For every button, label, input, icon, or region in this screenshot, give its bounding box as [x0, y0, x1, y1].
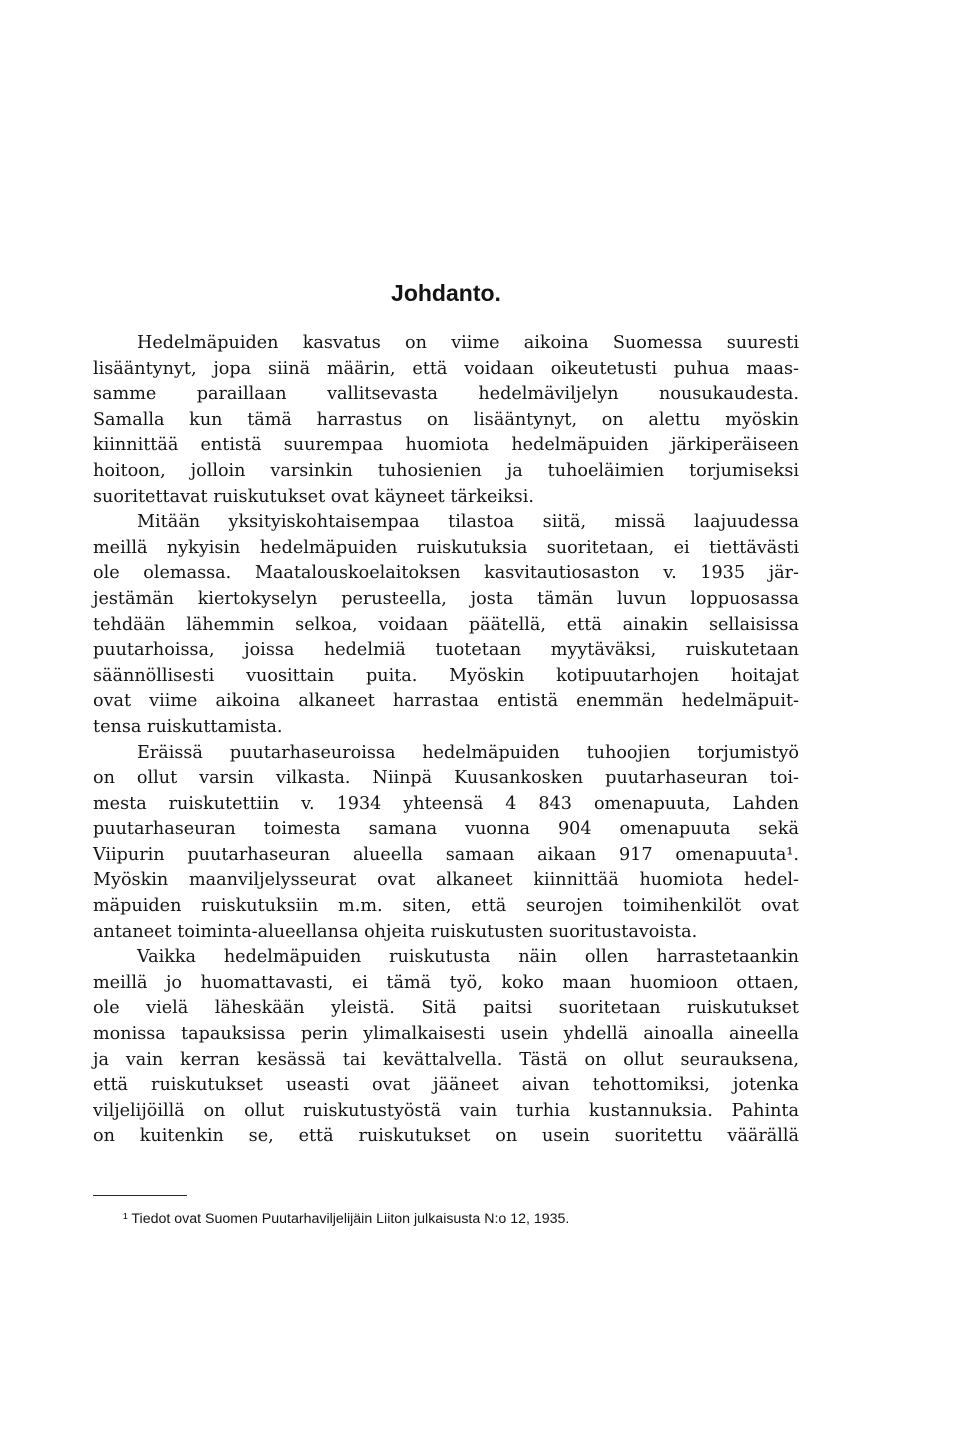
text-line: suoritettavat ruiskutukset ovat käyneet tärkeiksi.: [93, 486, 534, 507]
text-line: Vaikka hedelmäpuiden ruiskutusta näin ollen harrastetaankin: [137, 947, 799, 968]
footnote-divider: [93, 1195, 187, 1196]
text-line: ole vielä läheskään yleistä. Sitä paitsi suoritetaan ruiskutukset: [93, 998, 799, 1019]
text-line: samme paraillaan vallitsevasta hedelmäviljelyn nousukaudesta.: [93, 384, 799, 405]
text-line: tehdään lähemmin selkoa, voidaan päätellä, että ainakin sellaisissa: [93, 614, 799, 635]
page-title: Johdanto.: [391, 280, 501, 306]
text-line: kiinnittää entistä suurempaa huomiota hedelmäpuiden järkiperäiseen: [93, 435, 799, 456]
text-line: säännöllisesti vuosittain puita. Myöskin kotipuutarhojen hoitajat: [93, 665, 799, 686]
text-line: ovat viime aikoina alkaneet harrastaa entistä enemmän hedelmäpuit-: [93, 691, 799, 712]
text-line: mesta ruiskutettiin v. 1934 yhteensä 4 843 omenapuuta, Lahden: [93, 793, 799, 814]
text-line: tensa ruiskuttamista.: [93, 716, 283, 737]
body-text: [93, 331, 799, 1150]
text-line: puutarhaseuran toimesta samana vuonna 904 omenapuuta sekä: [93, 819, 799, 840]
paragraph-3: [93, 741, 799, 946]
text-line: meillä jo huomattavasti, ei tämä työ, koko maan huomioon ottaen,: [93, 972, 799, 993]
text-line: viljelijöillä on ollut ruiskutustyöstä vain turhia kustannuksia. Pahinta: [93, 1100, 799, 1121]
paragraph-2: [93, 510, 799, 740]
text-line: Viipurin puutarhaseuran alueella samaan aikaan 917 omenapuuta¹.: [93, 844, 799, 865]
text-line: antaneet toiminta-alueellansa ohjeita ruiskutusten suoritustavoista.: [93, 921, 698, 942]
text-line: ole olemassa. Maatalouskoelaitoksen kasvitautiosaston v. 1935 jär-: [93, 563, 799, 584]
text-line: Eräissä puutarhaseuroissa hedelmäpuiden tuhoojien torjumistyö: [137, 742, 799, 763]
paragraph-1: [93, 331, 799, 510]
text-line: meillä nykyisin hedelmäpuiden ruiskutuksia suoritetaan, ei tiettävästi: [93, 537, 799, 558]
text-line: on ollut varsin vilkasta. Niinpä Kuusankosken puutarhaseuran toi-: [93, 768, 799, 789]
text-line: on kuitenkin se, että ruiskutukset on usein suoritettu väärällä: [93, 1126, 799, 1147]
paragraph-4: [93, 945, 799, 1150]
text-line: Mitään yksityiskohtaisempaa tilastoa siitä, missä laajuudessa: [137, 512, 799, 533]
text-line: Myöskin maanviljelysseurat ovat alkaneet kiinnittää huomiota hedel-: [93, 870, 799, 891]
text-line: Samalla kun tämä harrastus on lisääntynyt, on alettu myöskin: [93, 409, 799, 430]
text-line: mäpuiden ruiskutuksiin m.m. siten, että seurojen toimihenkilöt ovat: [93, 896, 799, 917]
text-line: että ruiskutukset useasti ovat jääneet aivan tehottomiksi, jotenka: [93, 1075, 799, 1096]
text-line: lisääntynyt, jopa siinä määrin, että voidaan oikeutetusti puhua maas-: [93, 358, 799, 379]
text-line: ja vain kerran kesässä tai kevättalvella. Tästä on ollut seurauksena,: [93, 1049, 799, 1070]
text-line: jestämän kiertokyselyn perusteella, josta tämän luvun loppuosassa: [93, 588, 799, 609]
text-line: puutarhoissa, joissa hedelmiä tuotetaan myytäväksi, ruiskutetaan: [93, 640, 799, 661]
text-line: Hedelmäpuiden kasvatus on viime aikoina Suomessa suuresti: [137, 333, 799, 353]
text-line: hoitoon, jolloin varsinkin tuhosienien ja tuhoeläimien torjumiseksi: [93, 460, 799, 481]
footnote: ¹ Tiedot ovat Suomen Puutarhaviljelijäin Liiton julkaisusta N:o 12, 1935.: [123, 1211, 570, 1227]
text-line: monissa tapauksissa perin ylimalkaisesti usein yhdellä ainoalla aineella: [93, 1024, 799, 1045]
